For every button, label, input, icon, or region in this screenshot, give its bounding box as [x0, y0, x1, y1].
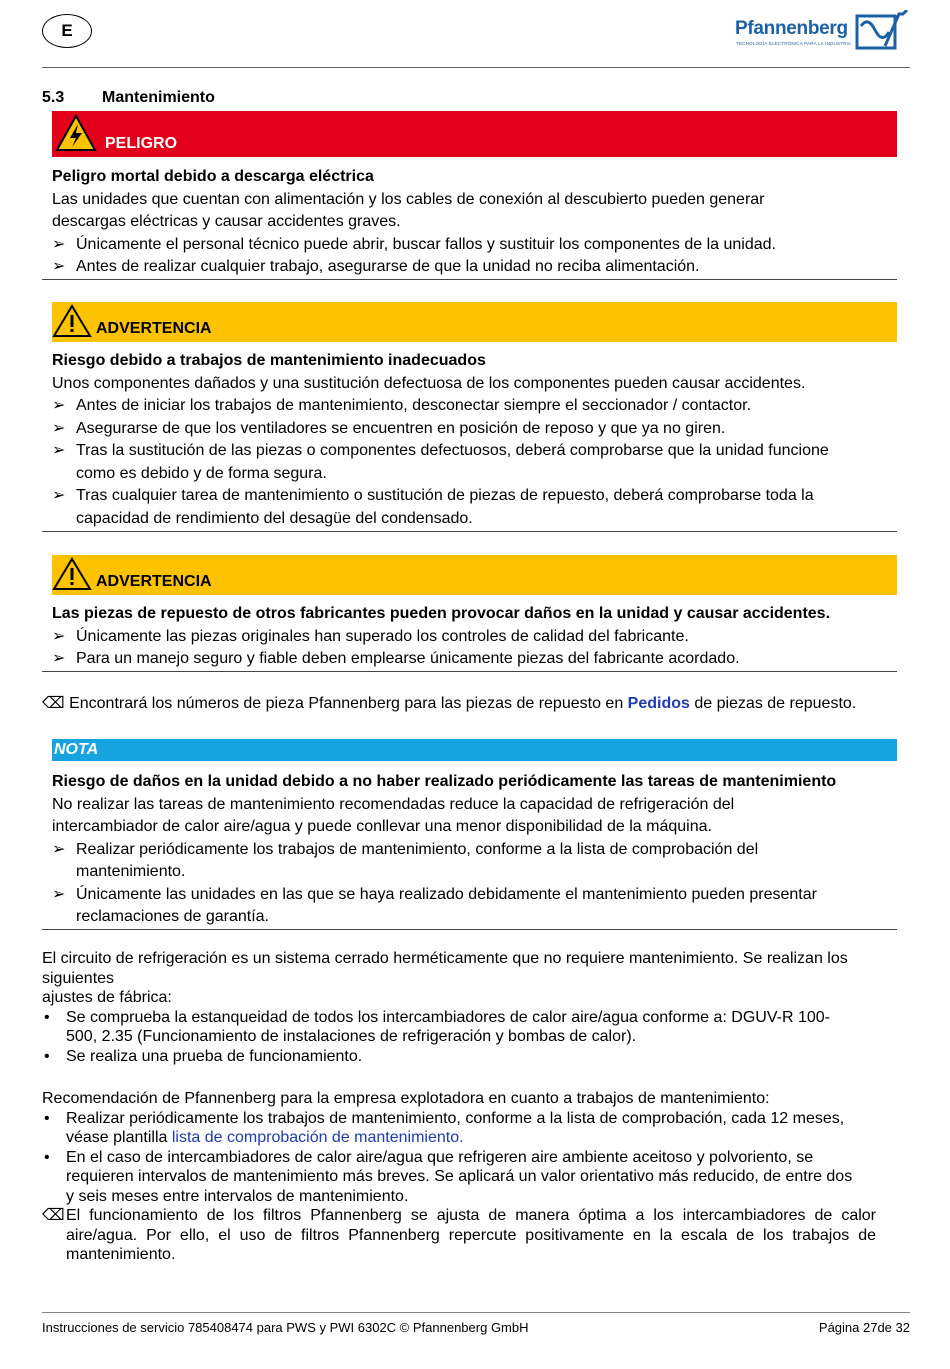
list-item-text: 500, 2.35 (Funcionamiento de instalaciones de refrigeración y bombas de calor).: [66, 1028, 637, 1045]
list-item-text: Asegurarse de que los ventiladores se encuentren en posición de reposo y que ya no giren.: [76, 419, 726, 437]
brand-tagline: TECNOLOGÍA ELECTRÓNICA PARA LA INDUSTRIA: [736, 41, 852, 46]
list-item-text: requieren intervalos de mantenimiento más breves. Se aplicará un valor orientativo más reducido, de entre dos: [66, 1168, 853, 1185]
danger-text-line: descargas eléctricas y causar accidentes graves.: [52, 213, 401, 230]
exclamation-triangle-icon: [52, 304, 92, 338]
arrow-bullet-icon: ➢: [52, 419, 66, 437]
arrow-bullet-icon: ➢: [52, 397, 66, 414]
warning-text: Unos componentes dañados y una sustitución defectuosa de los componentes pueden causar accidentes.: [52, 374, 806, 392]
info-text: Encontrará los números de pieza Pfannenberg para las piezas de repuesto en: [69, 695, 628, 712]
brand-logo: [735, 8, 910, 52]
list-item-text: Se comprueba la estanqueidad de todos los intercambiadores de calor aire/agua conforme a: DGUV-R 100-: [66, 1008, 830, 1026]
note-signal-word: NOTA: [54, 741, 99, 758]
list-item-text: como es debido y de forma segura.: [76, 464, 327, 482]
paragraph-line: El circuito de refrigeración es un sistema cerrado herméticamente que no requiere mantenimiento. Se realizan los: [42, 950, 848, 967]
warning-separator: [42, 531, 897, 532]
list-item-text: mantenimiento.: [76, 863, 186, 880]
list-item-text: Realizar periódicamente los trabajos de mantenimiento, conforme a la lista de comprobación del: [76, 840, 759, 858]
list-item-text: Realizar periódicamente los trabajos de mantenimiento, conforme a la lista de comprobación, cada 12 meses,: [66, 1109, 845, 1127]
list-item-text: Únicamente el personal técnico puede abrir, buscar fallos y sustituir los componentes de la unidad.: [76, 235, 776, 253]
list-item: [52, 626, 897, 649]
note-heading: Riesgo de daños en la unidad debido a no haber realizado periódicamente las tareas de mantenimiento: [52, 773, 837, 790]
arrow-bullet-icon: ➢: [52, 258, 66, 275]
list-item: [52, 648, 897, 671]
list-item-text: Para un manejo seguro y fiable deben emplearse únicamente piezas del fabricante acordado.: [76, 650, 740, 667]
electric-hazard-icon: [55, 114, 97, 152]
paragraph-line: Recomendación de Pfannenberg para la empresa explotadora en cuanto a trabajos de mantenimiento:: [42, 1090, 770, 1107]
danger-separator: [42, 279, 897, 280]
warning-heading: Las piezas de repuesto de otros fabricantes pueden provocar daños en la unidad y causar accidentes.: [52, 605, 831, 622]
list-item: [52, 395, 897, 418]
section-title: Mantenimiento: [102, 89, 215, 106]
brand-mark-icon: [855, 10, 909, 50]
info-pointer-icon: ⌫: [42, 1207, 65, 1224]
list-item: [52, 234, 897, 257]
brand-name: Pfannenberg: [735, 18, 848, 39]
paragraph-line: siguientes: [42, 969, 115, 987]
note-content: [52, 771, 897, 929]
list-item: [42, 1148, 910, 1207]
warning-signal-word: ADVERTENCIA: [96, 320, 212, 337]
recommendation-paragraph: [42, 1089, 910, 1265]
exclamation-triangle-icon: [52, 557, 92, 591]
list-item-text: y seis meses entre intervalos de mantenimiento.: [66, 1187, 409, 1205]
warning-heading: Riesgo debido a trabajos de mantenimiento inadecuados: [52, 352, 486, 369]
list-item-text: Únicamente las unidades en las que se haya realizado debidamente el mantenimiento pueden presentar: [76, 885, 817, 903]
list-item-text: Tras la sustitución de las piezas o componentes defectuosos, deberá comprobarse que la unidad funcione: [76, 442, 829, 459]
circuit-paragraph: [42, 949, 910, 1066]
list-item: [42, 1047, 910, 1067]
info-text: de piezas de repuesto.: [689, 695, 857, 712]
list-item-text: capacidad de rendimiento del desagüe del condensado.: [76, 509, 473, 527]
list-item-text: Únicamente las piezas originales han superado los controles de calidad del fabricante.: [76, 627, 689, 645]
list-item-text: Tras cualquier tarea de mantenimiento o sustitución de piezas de repuesto, deberá comprobarse toda la: [76, 487, 814, 504]
paragraph-line: ajustes de fábrica:: [42, 989, 172, 1006]
list-item-text: En el caso de intercambiadores de calor aire/agua que refrigeren aire ambiente aceitoso y polvoriento, se: [66, 1148, 814, 1166]
footer-document-info: Instrucciones de servicio 785408474 para PWS y PWI 6302C © Pfannenberg GmbH: [42, 1320, 529, 1335]
maintenance-checklist-link[interactable]: lista de comprobación de mantenimiento.: [171, 1129, 464, 1146]
danger-heading: Peligro mortal debido a descarga eléctrica: [52, 168, 374, 185]
section-heading: [42, 89, 215, 107]
arrow-bullet-icon: ➢: [52, 840, 66, 858]
filter-info-note: [42, 1206, 876, 1265]
spare-parts-reference: [42, 693, 912, 715]
note-banner: [52, 739, 897, 761]
bullet-dot-icon: •: [44, 1047, 50, 1065]
arrow-bullet-icon: ➢: [52, 650, 66, 667]
language-badge: E: [42, 14, 92, 48]
warning-signal-word: ADVERTENCIA: [96, 573, 212, 590]
warning-separator: [42, 671, 897, 672]
header-rule: [42, 67, 910, 68]
bullet-dot-icon: •: [44, 1008, 50, 1026]
bullet-dot-icon: •: [44, 1148, 50, 1166]
warning-banner: [52, 302, 897, 342]
arrow-bullet-icon: ➢: [52, 235, 66, 253]
list-item-text: Antes de realizar cualquier trabajo, asegurarse de que la unidad no reciba alimentación.: [76, 258, 700, 275]
section-number: 5.3: [42, 89, 65, 106]
info-pointer-icon: ⌫: [42, 695, 65, 712]
list-item: [52, 256, 897, 279]
arrow-bullet-icon: ➢: [52, 442, 66, 459]
list-item-text: Se realiza una prueba de funcionamiento.: [66, 1047, 363, 1065]
list-item: [52, 485, 897, 530]
warning-content: [52, 350, 897, 530]
note-text-line: intercambiador de calor aire/agua y puede conllevar una menor disponibilidad de la máquina.: [52, 818, 712, 835]
warning-content: [52, 603, 897, 671]
list-item-text: Antes de iniciar los trabajos de mantenimiento, desconectar siempre el seccionador / contactor.: [76, 397, 752, 414]
info-text: El funcionamiento de los filtros Pfannenberg se ajusta de manera óptima a los intercambiadores de calor aire/agua. Por ello, el uso de filtros Pfannenberg repercute positivamente en la escala de los trabajos de mantenimiento.: [66, 1207, 876, 1263]
bullet-dot-icon: •: [44, 1109, 50, 1127]
danger-content: [52, 166, 897, 279]
orders-link[interactable]: Pedidos: [627, 695, 690, 712]
arrow-bullet-icon: ➢: [52, 487, 66, 504]
list-item: [52, 884, 897, 929]
list-item: [42, 1109, 910, 1148]
footer-rule: [42, 1312, 910, 1313]
note-separator: [42, 929, 897, 930]
note-text-line: No realizar las tareas de mantenimiento recomendadas reduce la capacidad de refrigeración del: [52, 795, 735, 813]
list-item: [52, 839, 897, 884]
list-item: [42, 1008, 910, 1047]
warning-banner: [52, 555, 897, 595]
list-item: [52, 418, 897, 441]
list-item-text: reclamaciones de garantía.: [76, 908, 269, 925]
arrow-bullet-icon: ➢: [52, 885, 66, 903]
footer-page-number: Página 27de 32: [818, 1320, 910, 1335]
list-item-text: véase plantilla: [66, 1129, 172, 1146]
list-item: [52, 440, 897, 485]
danger-text-line: Las unidades que cuentan con alimentación y los cables de conexión al descubierto pueden generar: [52, 190, 765, 208]
danger-signal-word: PELIGRO: [105, 135, 178, 152]
danger-banner: [52, 111, 897, 157]
arrow-bullet-icon: ➢: [52, 627, 66, 645]
